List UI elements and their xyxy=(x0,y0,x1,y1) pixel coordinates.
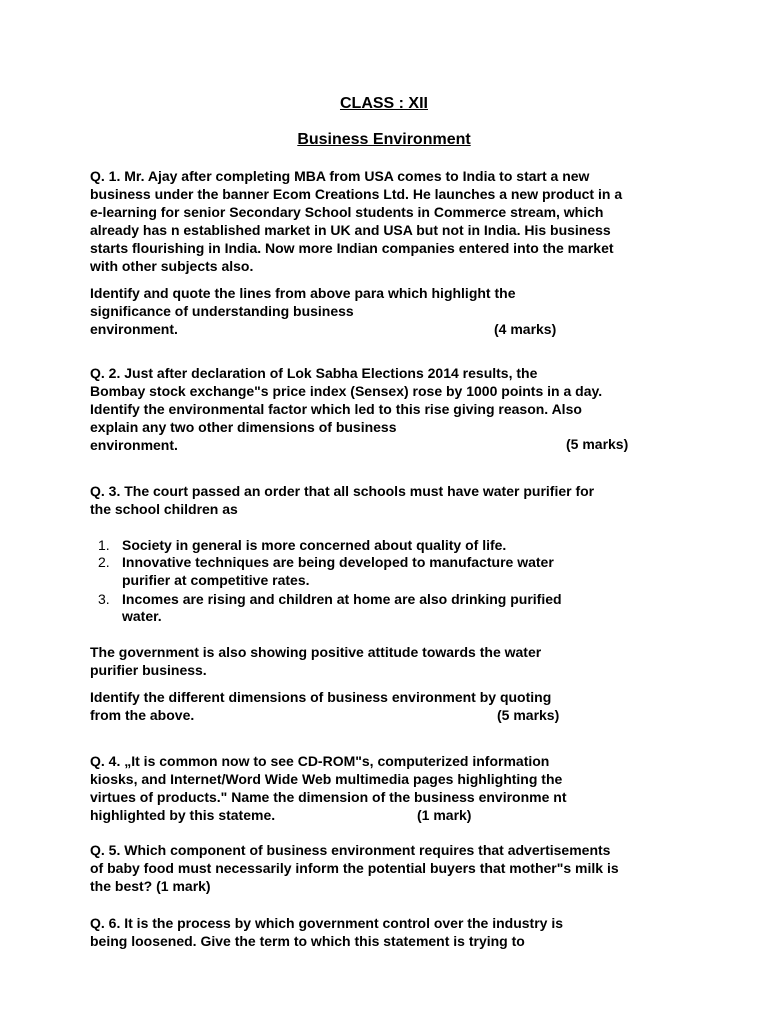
question-2-line: environment. xyxy=(90,437,178,453)
list-item-text: purifier at competitive rates. xyxy=(122,572,310,588)
question-4-line: Q. 4. „It is common now to see CD-ROM"s, computerized information xyxy=(90,753,550,769)
question-2-line: explain any two other dimensions of business xyxy=(90,419,397,435)
question-5-line: the best? (1 mark) xyxy=(90,878,211,894)
question-3-govt-line: The government is also showing positive attitude towards the water xyxy=(90,644,542,660)
question-3-task-line: Identify the different dimensions of business environment by quoting xyxy=(90,689,552,705)
question-4-marks: (1 mark) xyxy=(417,807,472,823)
list-item-number: 1. xyxy=(98,537,110,553)
question-4 xyxy=(90,752,690,824)
question-2-line: Bombay stock exchange"s price index (Sensex) rose by 1000 points in a day. xyxy=(90,383,603,399)
list-item-text: Incomes are rising and children at home are also drinking purified xyxy=(122,591,562,607)
question-1-task-line: Identify and quote the lines from above para which highlight the xyxy=(90,285,516,301)
question-3-line: the school children as xyxy=(90,501,238,517)
question-3-govt-line: purifier business. xyxy=(90,662,207,678)
question-4-line: kiosks, and Internet/Word Wide Web multimedia pages highlighting the xyxy=(90,771,563,787)
list-item-text: water. xyxy=(122,608,162,624)
question-2-line: Q. 2. Just after declaration of Lok Sabha Elections 2014 results, the xyxy=(90,365,538,381)
question-1-line: already has n established market in UK and USA but not in India. His business xyxy=(90,222,611,238)
question-3-marks: (5 marks) xyxy=(497,707,560,723)
question-1-line: with other subjects also. xyxy=(90,258,254,274)
question-6-line: Q. 6. It is the process by which government control over the industry is xyxy=(90,915,563,931)
question-5 xyxy=(90,841,690,895)
question-3-task xyxy=(90,688,690,724)
question-4-line: highlighted by this stateme. xyxy=(90,807,276,823)
subject-title: Business Environment xyxy=(297,131,471,148)
question-3-task-line: from the above. xyxy=(90,707,195,723)
question-4-line: virtues of products." Name the dimension of the business environme nt xyxy=(90,789,567,805)
question-6-line: being loosened. Give the term to which this statement is trying to xyxy=(90,933,525,949)
question-6 xyxy=(90,914,690,950)
question-1-line: business under the banner Ecom Creations Ltd. He launches a new product in a xyxy=(90,186,623,202)
list-item-number: 3. xyxy=(98,591,110,607)
question-1-task xyxy=(90,284,690,338)
question-1 xyxy=(90,167,690,275)
question-1-line: Q. 1. Mr. Ajay after completing MBA from USA comes to India to start a new xyxy=(90,168,590,184)
question-1-task-line: environment. xyxy=(90,321,178,337)
question-2-line: Identify the environmental factor which led to this rise giving reason. Also xyxy=(90,401,582,417)
question-3-line: Q. 3. The court passed an order that all schools must have water purifier for xyxy=(90,483,595,499)
question-2-marks: (5 marks) xyxy=(566,436,629,452)
question-1-line: starts flourishing in India. Now more Indian companies entered into the market xyxy=(90,240,614,256)
question-5-line: of baby food must necessarily inform the potential buyers that mother"s milk is xyxy=(90,860,619,876)
list-item-text: Innovative techniques are being developed to manufacture water xyxy=(122,554,554,570)
class-title: CLASS : XII xyxy=(339,95,428,112)
question-1-marks: (4 marks) xyxy=(494,321,557,337)
question-3 xyxy=(90,482,690,518)
list-item-text: Society in general is more concerned about quality of life. xyxy=(122,537,507,553)
question-1-task-line: significance of understanding business xyxy=(90,303,354,319)
question-5-line: Q. 5. Which component of business environment requires that advertisements xyxy=(90,842,611,858)
list-item-number: 2. xyxy=(98,554,110,570)
question-3-government xyxy=(90,643,690,679)
question-1-line: e-learning for senior Secondary School students in Commerce stream, which xyxy=(90,204,604,220)
